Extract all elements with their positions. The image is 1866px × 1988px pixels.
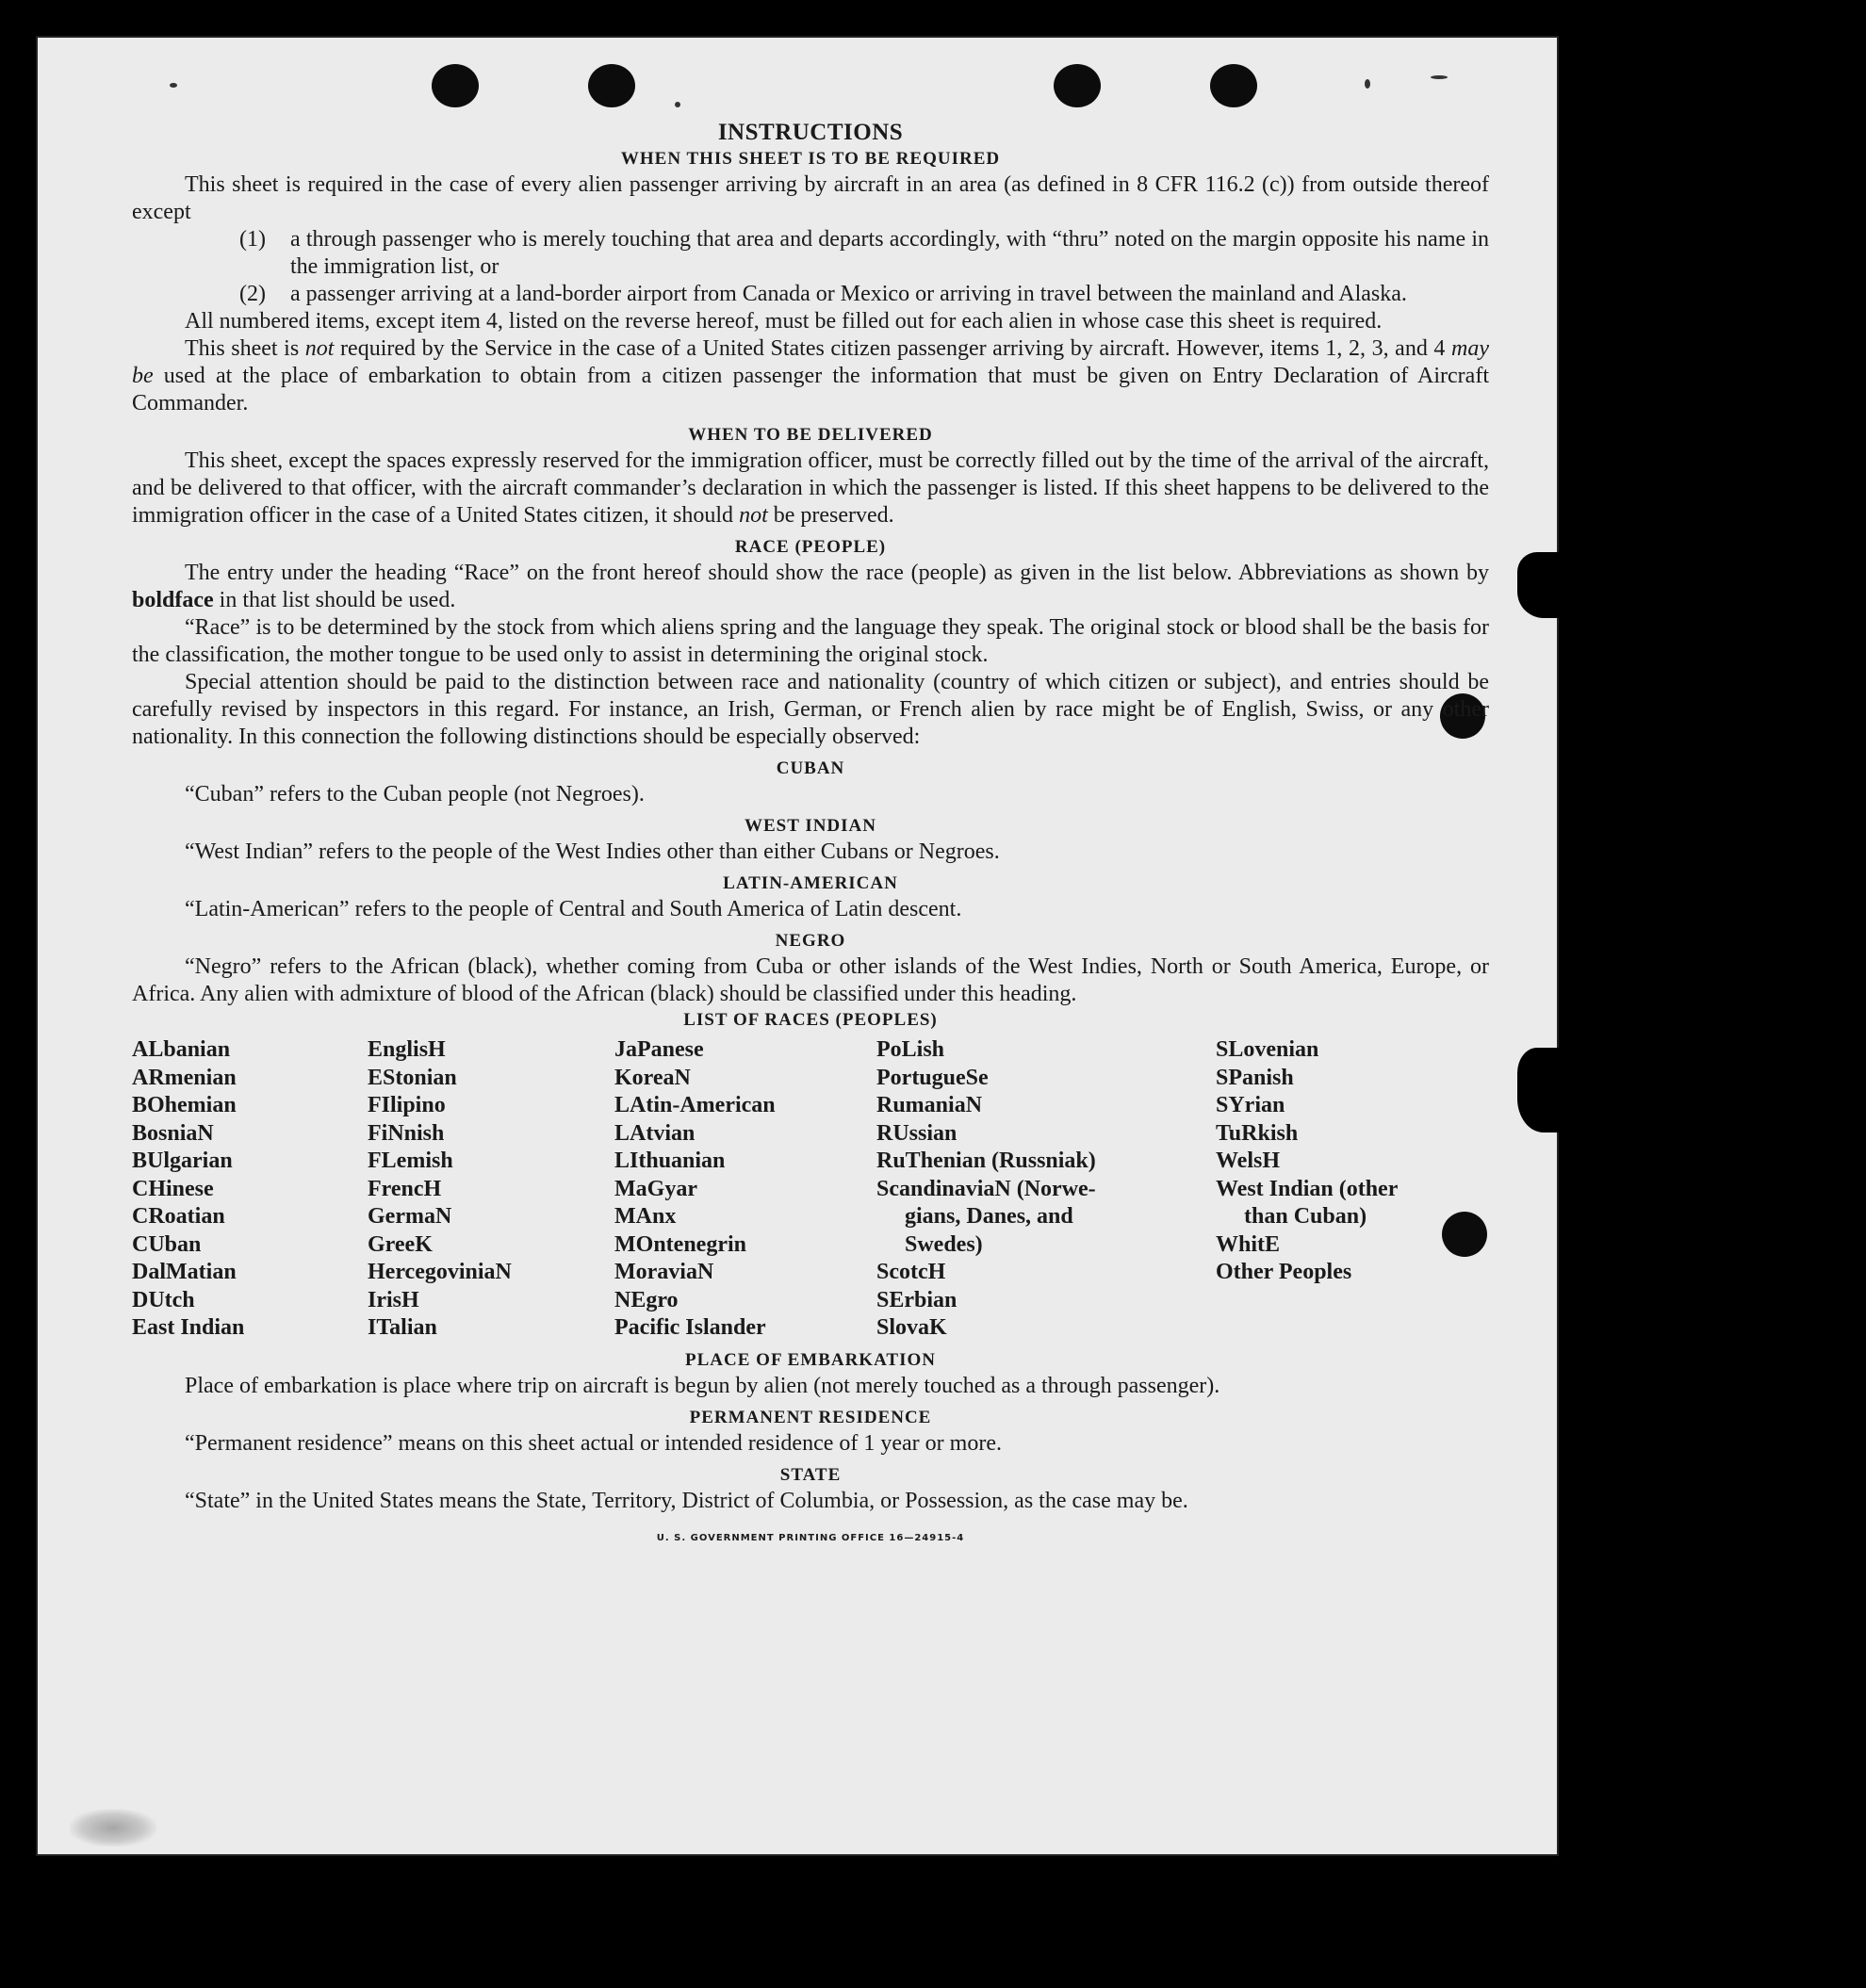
race-entry: East Indian [132, 1315, 245, 1340]
punch-hole [588, 64, 635, 107]
section-heading-when-delivered: WHEN TO BE DELIVERED [688, 425, 933, 445]
paragraph: “Race” is to be determined by the stock from which aliens spring and the language they speak. The original stock or blood shall be the basis for the classification, the mother tongue to be used only to assist in determining the original stock. [132, 615, 1489, 667]
races-column [132, 1036, 368, 1343]
race-entry: BosniaN [132, 1120, 214, 1146]
emphasis: may be [132, 336, 1489, 388]
list-number: (1) [239, 227, 266, 252]
paragraph: Place of embarkation is place where trip on aircraft is begun by alien (not merely touched as a through passenger). [185, 1373, 1220, 1398]
race-entry: GreeK [368, 1231, 433, 1257]
race-entry: CUban [132, 1231, 202, 1257]
speck [1431, 75, 1448, 79]
race-entry: ScandinaviaN (Norwe- [876, 1176, 1096, 1201]
race-entry: SYrian [1216, 1093, 1285, 1117]
races-list [132, 1036, 1489, 1343]
speck [675, 102, 680, 107]
race-entry: than Cuban) [1244, 1204, 1367, 1229]
race-entry: FrencH [368, 1176, 442, 1201]
torn-notch [1517, 1048, 1583, 1133]
race-entry: gians, Danes, and [905, 1204, 1073, 1229]
race-entry: SPanish [1216, 1065, 1294, 1090]
emphasis: not [304, 336, 335, 361]
race-entry: PoLish [876, 1037, 945, 1062]
text-run: required by the Service in the case of a United States citizen passenger arriving by aircraft. However, items 1, 2, 3, and 4 [334, 336, 1452, 361]
race-entry: Swedes) [905, 1231, 983, 1257]
list-number: (2) [239, 282, 266, 306]
race-entry: FIlipino [368, 1093, 446, 1117]
document-page [38, 38, 1557, 1854]
printing-office-footer: U. S. GOVERNMENT PRINTING OFFICE 16—24915-4 [656, 1532, 965, 1543]
section-heading-race: RACE (PEOPLE) [734, 537, 887, 557]
torn-notch [1517, 552, 1583, 618]
speck [1365, 79, 1370, 89]
race-entry: SLovenian [1216, 1037, 1319, 1062]
race-entry: FiNnish [368, 1120, 445, 1146]
punch-hole [1210, 64, 1257, 107]
race-entry: ScotcH [876, 1260, 946, 1284]
race-entry: LAtvian [614, 1120, 696, 1146]
races-column [1216, 1036, 1461, 1343]
punch-hole [1054, 64, 1101, 107]
race-entry: MAnx [614, 1204, 677, 1229]
paragraph: “Permanent residence” means on this sheet actual or intended residence of 1 year or more. [185, 1430, 1002, 1456]
section-heading-latin-american: LATIN-AMERICAN [723, 873, 898, 893]
race-entry: PortugueSe [876, 1065, 989, 1090]
race-entry: EnglisH [368, 1037, 446, 1062]
race-entry: West Indian (other [1216, 1176, 1399, 1201]
list-text: a passenger arriving at a land-border airport from Canada or Mexico or arriving in travel between the mainland and Alaska. [290, 282, 1407, 306]
section-heading-permanent-residence: PERMANENT RESIDENCE [689, 1407, 932, 1427]
race-entry: FLemish [368, 1149, 453, 1173]
race-entry: LIthuanian [614, 1149, 726, 1173]
race-entry: ARmenian [132, 1065, 237, 1090]
race-entry: ITalian [368, 1315, 437, 1340]
emphasis: not [739, 503, 768, 528]
paragraph: “West Indian” refers to the people of the West Indies other than either Cubans or Negroes. [185, 839, 1000, 864]
race-entry: CHinese [132, 1176, 214, 1201]
list-item [132, 281, 1489, 308]
race-entry: NEgro [614, 1287, 679, 1312]
race-entry: WhitE [1216, 1231, 1281, 1257]
section-heading-list-of-races: LIST OF RACES (PEOPLES) [683, 1010, 938, 1030]
section-heading-negro: NEGRO [775, 931, 846, 951]
text-run: used at the place of embarkation to obtain from a citizen passenger the information that must be given on Entry Declaration of Aircraft Commander. [132, 364, 1489, 416]
text-run: in that list should be used. [213, 588, 456, 612]
race-entry: DUtch [132, 1287, 195, 1312]
race-entry: MaGyar [614, 1176, 697, 1201]
punch-hole [432, 64, 479, 107]
paragraph: “Cuban” refers to the Cuban people (not Negroes). [185, 782, 645, 807]
text-run: The entry under the heading “Race” on the front hereof should show the race (people) as given in the list below. Abbreviations as shown by [185, 561, 1489, 585]
paragraph: “Latin-American” refers to the people of Central and South America of Latin descent. [185, 897, 962, 921]
race-entry: RuThenian (Russniak) [876, 1149, 1096, 1173]
race-entry: IrisH [368, 1287, 419, 1312]
paragraph [132, 335, 1489, 417]
race-entry: Other Peoples [1216, 1260, 1352, 1284]
race-entry: DalMatian [132, 1260, 237, 1284]
race-entry: BUlgarian [132, 1149, 233, 1173]
race-entry: SlovaK [876, 1315, 947, 1340]
document-content [132, 119, 1489, 1552]
race-entry: ALbanian [132, 1037, 231, 1062]
section-heading-state: STATE [779, 1464, 842, 1485]
paragraph: Special attention should be paid to the distinction between race and nationality (country of which citizen or subject), and entries should be carefully revised by inspectors in this regard. For instance, an Irish, German, or French alien by race might be of English, Swiss, or any other nationality. In this connection the following distinctions should be especially observed: [132, 670, 1489, 749]
paragraph: This sheet is required in the case of every alien passenger arriving by aircraft in an area (as defined in 8 CFR 116.2 (c)) from outside thereof except [132, 172, 1489, 224]
races-column [368, 1036, 614, 1343]
race-entry: LAtin-American [614, 1093, 776, 1117]
section-heading-when-required: WHEN THIS SHEET IS TO BE REQUIRED [620, 149, 1001, 169]
race-entry: Pacific Islander [614, 1315, 766, 1340]
text-run: be preserved. [767, 503, 894, 528]
paragraph: “Negro” refers to the African (black), whether coming from Cuba or other islands of the West Indies, North or South America, Europe, or Africa. Any alien with admixture of blood of the African (black) should be classified under this heading. [132, 954, 1489, 1006]
section-heading-place-of-embarkation: PLACE OF EMBARKATION [685, 1349, 936, 1370]
paragraph [132, 448, 1489, 530]
section-heading-cuban: CUBAN [776, 758, 845, 778]
text-run: This sheet, except the spaces expressly reserved for the immigration officer, must be correctly filled out by the time of the arrival of the aircraft, and be delivered to that officer, with the aircraft commander’s declaration in which the passenger is listed. If this sheet happens to be delivered to the immigration officer in the case of a United States citizen, it should [132, 448, 1489, 528]
list-text: a through passenger who is merely touching that area and departs accordingly, with “thru” noted on the margin opposite his name in the immigration list, or [290, 227, 1489, 279]
smudge [70, 1809, 156, 1847]
race-entry: BOhemian [132, 1093, 237, 1117]
race-entry: CRoatian [132, 1204, 225, 1229]
race-entry: SErbian [876, 1287, 958, 1312]
paragraph: “State” in the United States means the State, Territory, District of Columbia, or Possession, as the case may be. [185, 1488, 1188, 1513]
race-entry: TuRkish [1216, 1120, 1299, 1146]
text-run: This sheet is [185, 336, 305, 361]
list-item [132, 226, 1489, 281]
races-column [614, 1036, 876, 1343]
race-entry: MoraviaN [614, 1260, 714, 1284]
document-title: INSTRUCTIONS [717, 120, 904, 145]
races-column [876, 1036, 1216, 1343]
race-entry: WelsH [1216, 1149, 1281, 1173]
speck [170, 83, 177, 88]
paragraph: All numbered items, except item 4, listed on the reverse hereof, must be filled out for each alien in whose case this sheet is required. [185, 309, 1383, 334]
race-entry: EStonian [368, 1065, 457, 1090]
section-heading-west-indian: WEST INDIAN [745, 816, 876, 836]
paragraph [132, 560, 1489, 614]
race-entry: HercegoviniaN [368, 1260, 512, 1284]
race-entry: RUssian [876, 1120, 958, 1146]
bold-text: boldface [132, 588, 214, 612]
race-entry: RumaniaN [876, 1093, 983, 1117]
race-entry: KoreaN [614, 1065, 691, 1090]
race-entry: JaPanese [614, 1037, 704, 1062]
race-entry: GermaN [368, 1204, 452, 1229]
race-entry: MOntenegrin [614, 1231, 746, 1257]
